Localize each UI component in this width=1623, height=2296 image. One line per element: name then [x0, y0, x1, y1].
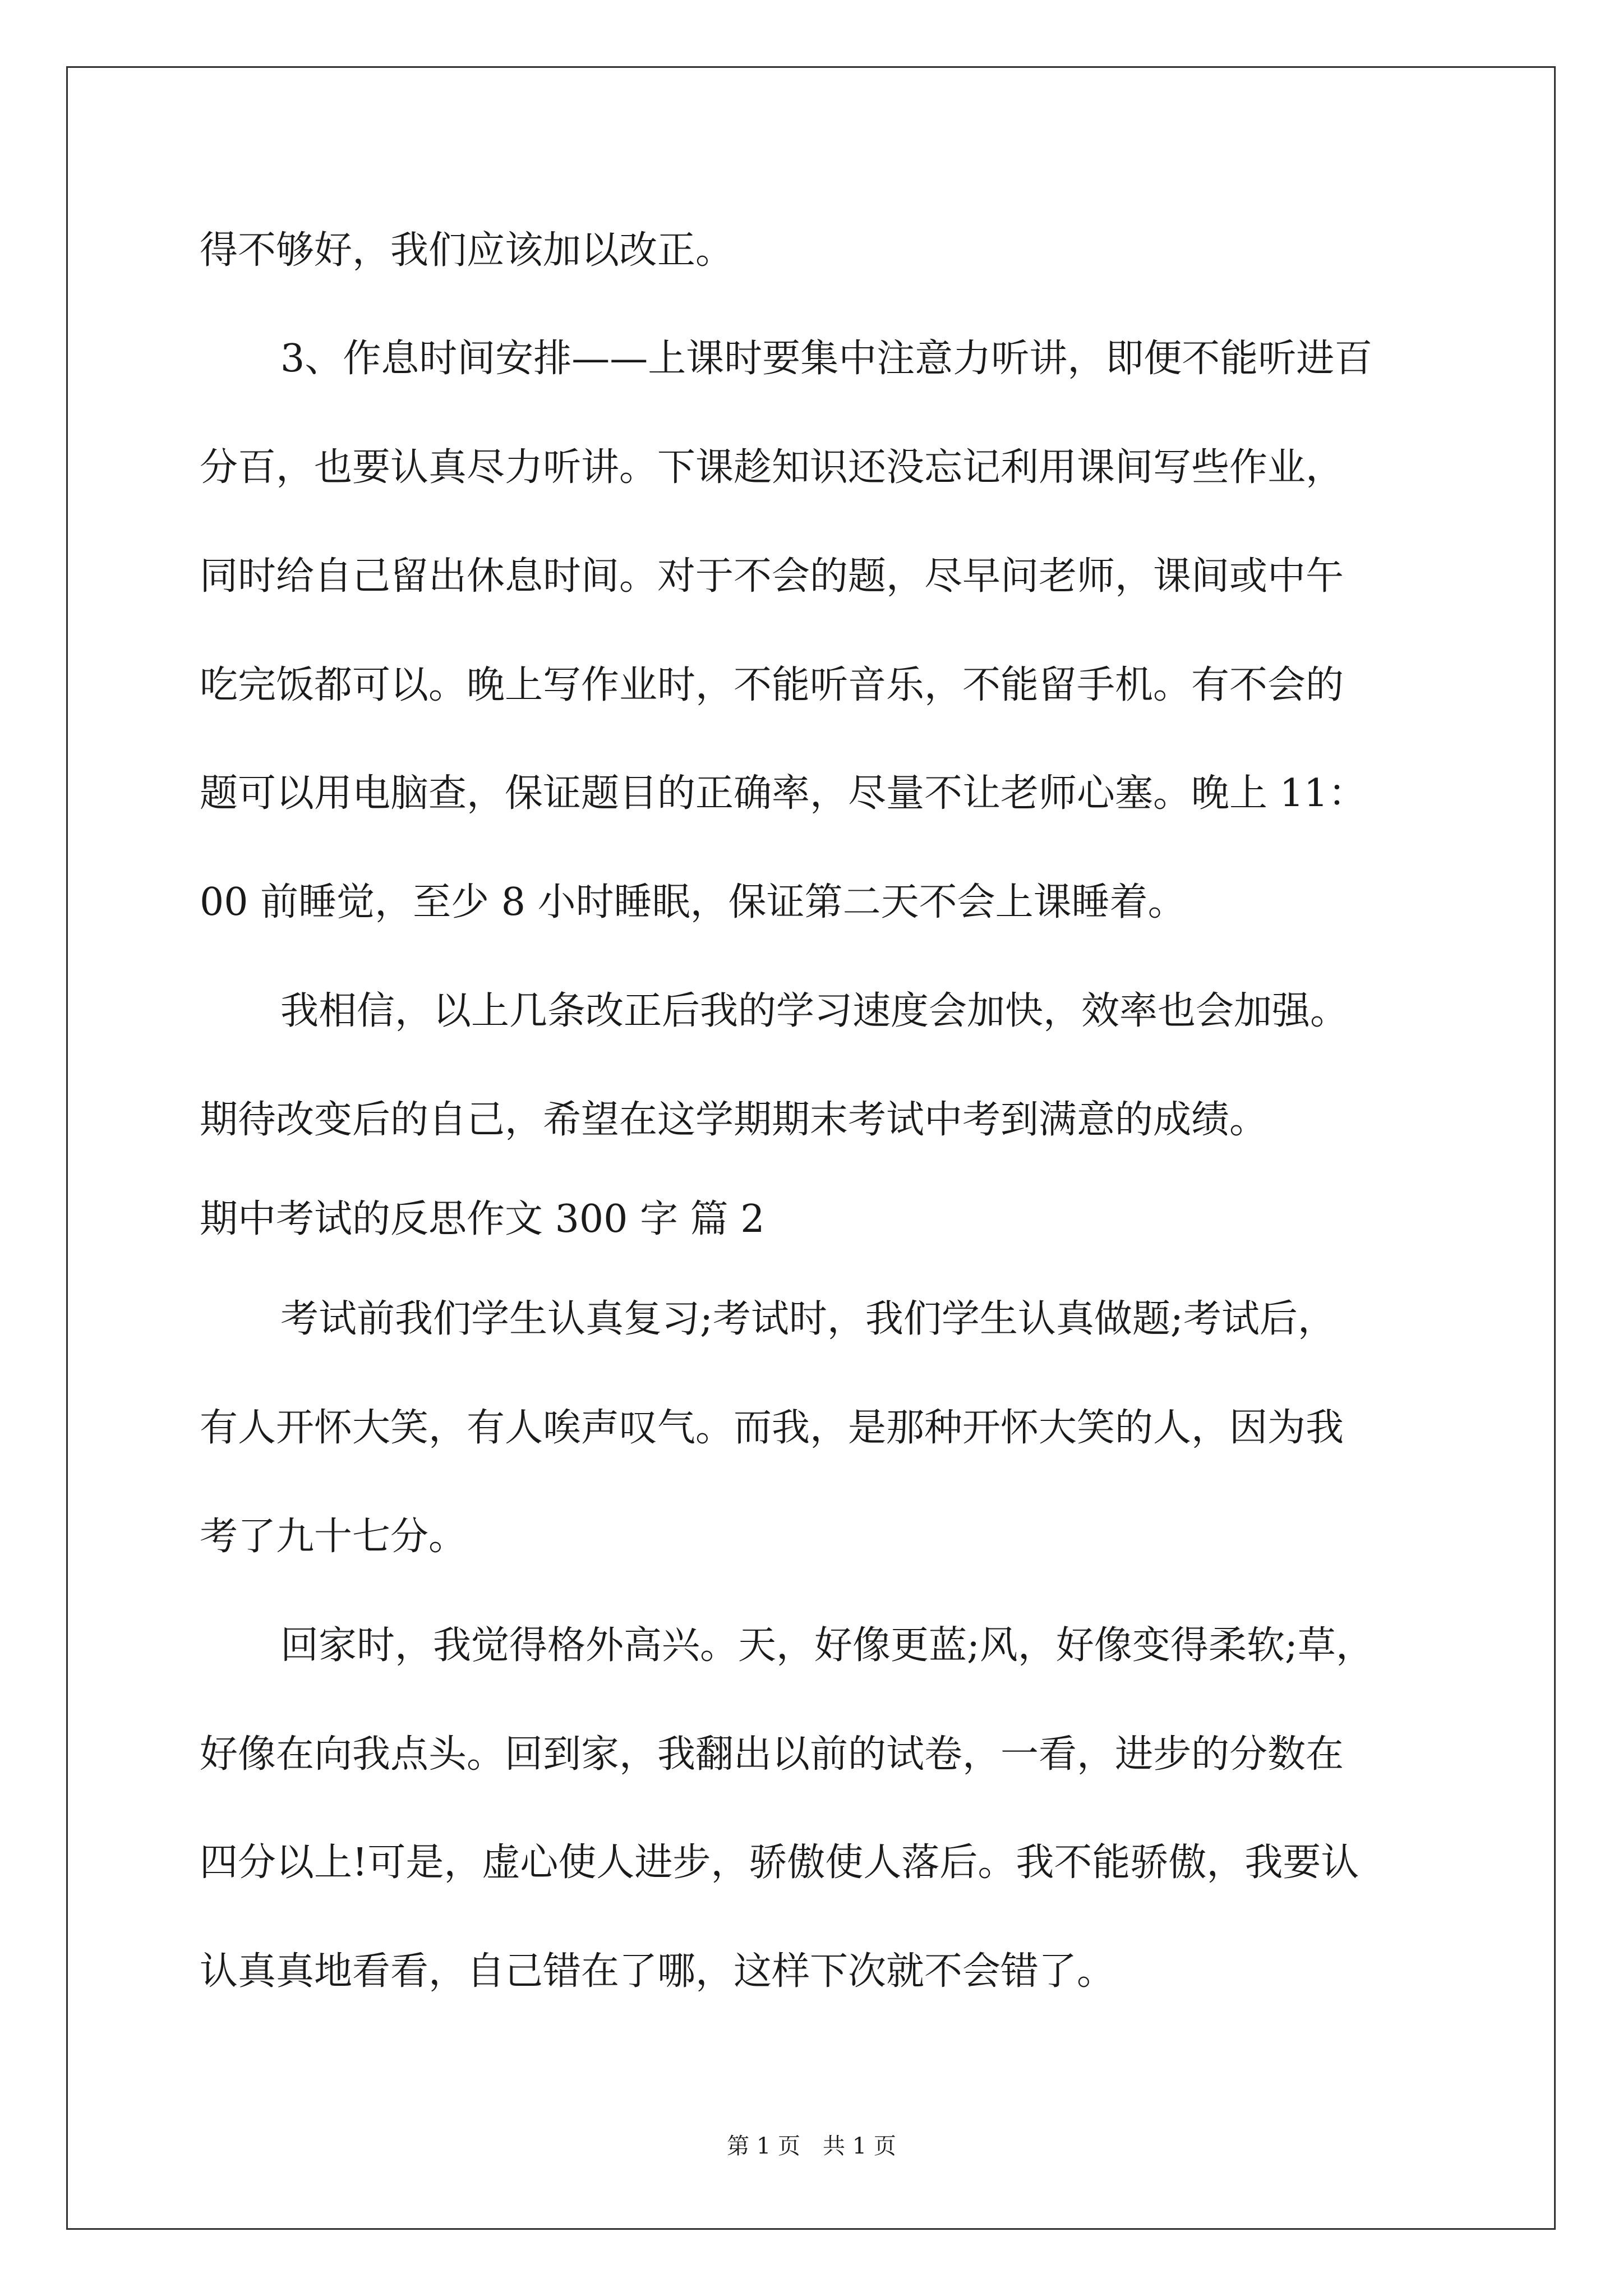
text-line: 回家时，我觉得格外高兴。天，好像更蓝;风，好像变得柔软;草， — [280, 1623, 1374, 1668]
text-line: 考了九十七分。 — [200, 1515, 467, 1559]
text-line: 考试前我们学生认真复习;考试时，我们学生认真做题;考试后， — [280, 1297, 1336, 1341]
text-line: 好像在向我点头。回到家，我翻出以前的试卷，一看，进步的分数在 — [200, 1732, 1344, 1777]
text-line: 四分以上!可是，虚心使人进步，骄傲使人落后。我不能骄傲，我要认 — [200, 1841, 1359, 1885]
text-line: 3、作息时间安排——上课时要集中注意力听讲，即便不能听进百 — [280, 337, 1373, 381]
page-border — [66, 66, 1556, 2230]
page-number: 第 1 页 共 1 页 — [727, 2133, 896, 2159]
text-line: 题可以用电脑查，保证题目的正确率，尽量不让老师心塞。晚上 11： — [200, 771, 1367, 816]
section-heading: 期中考试的反思作文 300 字 篇 2 — [200, 1197, 765, 1241]
text-line: 有人开怀大笑，有人唉声叹气。而我，是那种开怀大笑的人，因为我 — [200, 1406, 1344, 1450]
text-line: 分百，也要认真尽力听讲。下课趁知识还没忘记利用课间写些作业， — [200, 445, 1344, 490]
text-line: 00 前睡觉，至少 8 小时睡眠，保证第二天不会上课睡着。 — [200, 880, 1186, 924]
text-line: 我相信，以上几条改正后我的学习速度会加快，效率也会加强。 — [280, 989, 1349, 1033]
text-line: 吃完饭都可以。晚上写作业时，不能听音乐，不能留手机。有不会的 — [200, 663, 1344, 707]
text-line: 同时给自己留出休息时间。对于不会的题，尽早问老师，课间或中午 — [200, 554, 1344, 599]
text-line: 得不够好，我们应该加以改正。 — [200, 228, 734, 273]
text-line: 认真真地看看，自己错在了哪，这样下次就不会错了。 — [200, 1949, 1115, 1994]
text-line: 期待改变后的自己，希望在这学期期末考试中考到满意的成绩。 — [200, 1098, 1268, 1142]
